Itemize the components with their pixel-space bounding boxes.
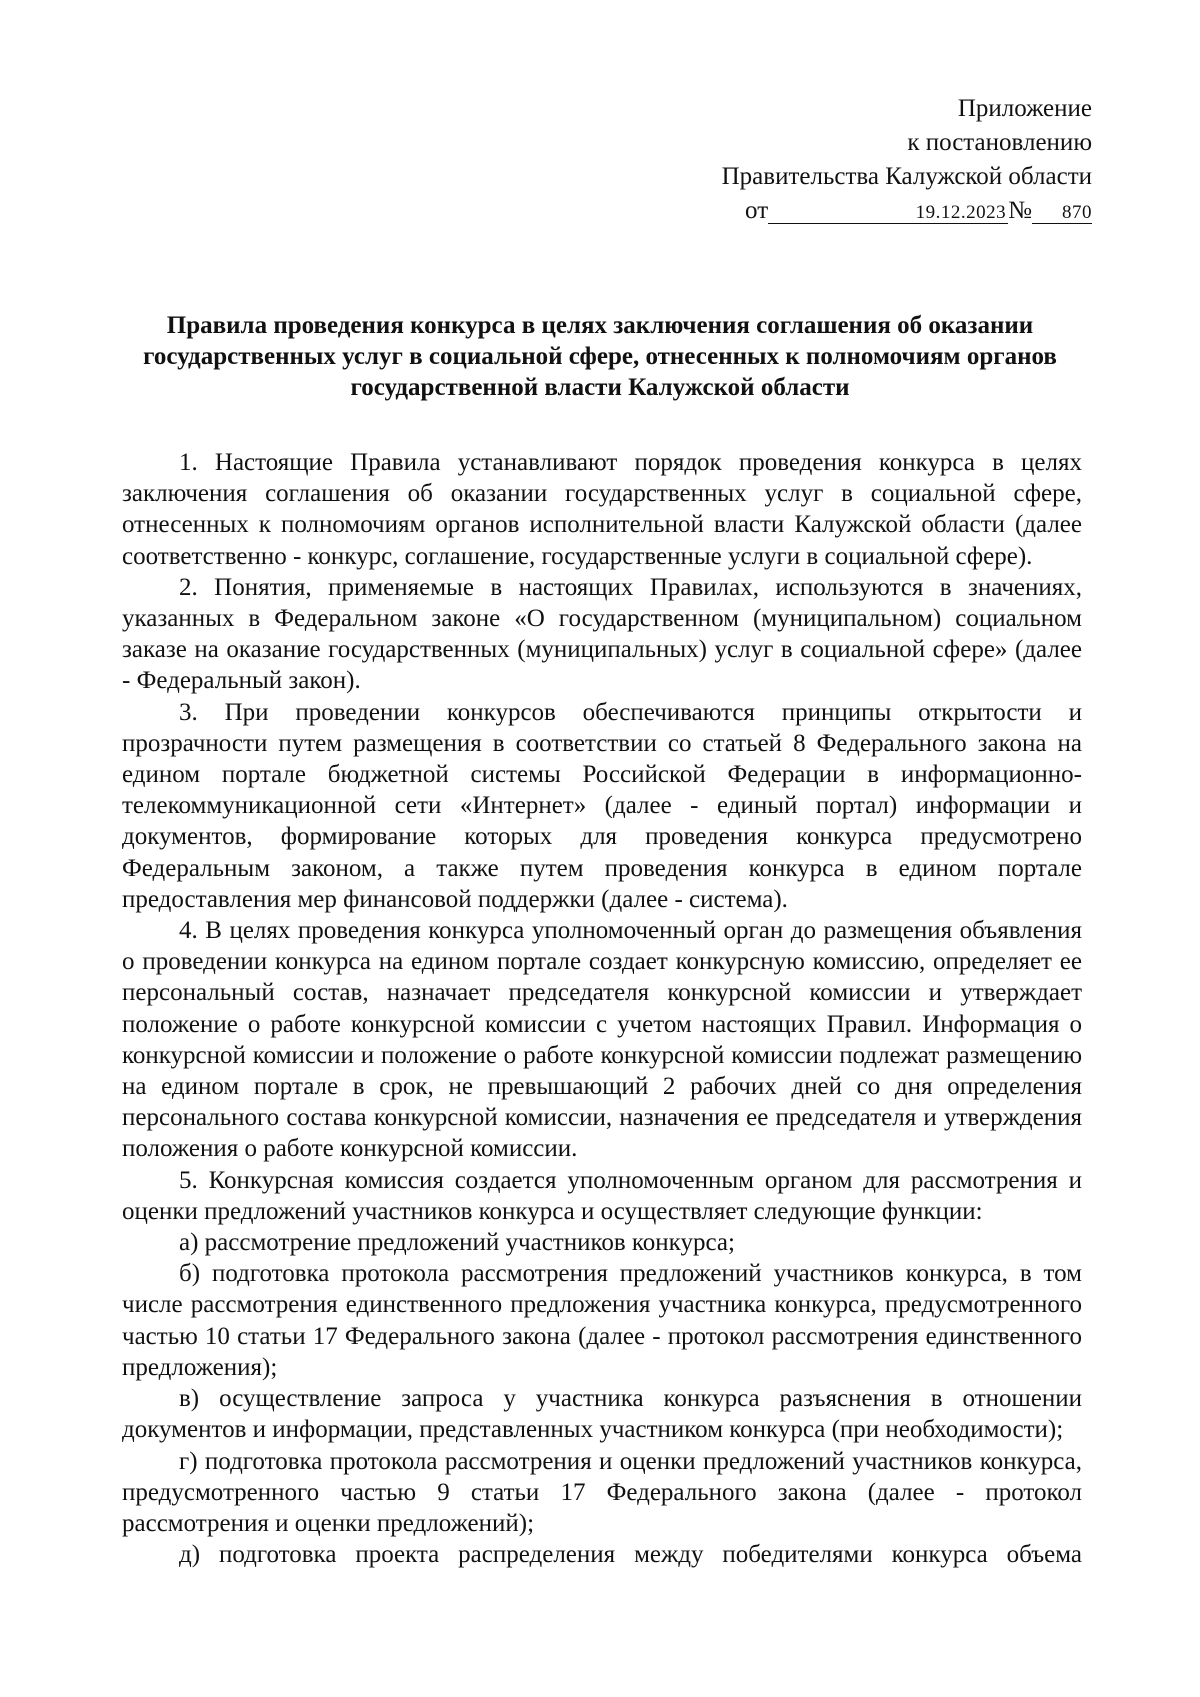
subitem-g: г) подготовка протокола рассмотрения и оценки предложений участников конкурса, предусмотренного частью 9 статьи 17 Федерального закона (далее - протокол рассмотрения и оценки предложений); — [122, 1447, 1082, 1537]
date-from-label: от — [745, 197, 769, 224]
document-title — [120, 310, 1080, 403]
document-body — [122, 447, 1082, 1570]
paragraph-3: 3. При проведении конкурсов обеспечиваются принципы открытости и прозрачности путем размещения в соответствии со статьей 8 Федерального закона на едином портале бюджетной системы Российской Федерации в информационно-телекоммуникационной сети «Интернет» (далее - единый портал) информации и документов, формирование которых для проведения конкурса предусмотрено Федеральным законом, а также путем проведения конкурса в едином портале предоставления мер финансовой поддержки (далее - система). — [122, 698, 1082, 913]
paragraph-1: 1. Настоящие Правила устанавливают порядок проведения конкурса в целях заключения соглашения об оказании государственных услуг в социальной сфере, отнесенных к полномочиям органов исполнительной власти Калужской области (далее соответственно - конкурс, соглашение, государственные услуги в социальной сфере). — [122, 449, 1082, 570]
number-sign: № — [1008, 197, 1032, 224]
subitem-b: б) подготовка протокола рассмотрения предложений участников конкурса, в том числе рассмотрения единственного предложения участника конкурса, предусмотренного частью 10 статьи 17 Федерального закона (далее - протокол рассмотрения единственного предложения); — [122, 1260, 1082, 1381]
appendix-date-line — [722, 194, 1092, 228]
paragraph-2: 2. Понятия, применяемые в настоящих Правилах, используются в значениях, указанных в Федеральном законе «О государственном (муниципальном) социальном заказе на оказание государственных (муниципальных) услуг в социальной сфере» (далее - Федеральный закон). — [122, 573, 1082, 695]
subitem-a: а) рассмотрение предложений участников конкурса; — [179, 1229, 735, 1257]
resolution-date: 19.12.2023 — [768, 203, 1008, 224]
resolution-number: 870 — [1032, 203, 1092, 224]
appendix-heading: Приложение — [957, 95, 1092, 122]
title-line-1: Правила проведения конкурса в целях заключения соглашения об оказании — [166, 312, 1034, 339]
appendix-government-label: Правительства Калужской области — [721, 163, 1092, 190]
appendix-block — [722, 92, 1092, 228]
subitem-d: д) подготовка проекта распределения между победителями конкурса объема — [179, 1541, 1082, 1569]
appendix-resolution-label: к постановлению — [907, 129, 1092, 156]
paragraph-4: 4. В целях проведения конкурса уполномоченный орган до размещения объявления о проведении конкурса на едином портале создает конкурсную комиссию, определяет ее персональный состав, назначает председателя конкурсной комиссии и утверждает положение о работе конкурсной комиссии с учетом настоящих Правил. Информация о конкурсной комиссии и положение о работе конкурсной комиссии подлежат размещению на едином портале в срок, не превышающий 2 рабочих дней со дня определения персонального состава конкурсной комиссии, назначения ее председателя и утверждения положения о работе конкурсной комиссии. — [122, 917, 1082, 1163]
title-line-2: государственных услуг в социальной сфере, отнесенных к полномочиям органов — [143, 343, 1057, 370]
title-line-3: государственной власти Калужской области — [350, 374, 850, 401]
subitem-v: в) осуществление запроса у участника конкурса разъяснения в отношении документов и информации, представленных участником конкурса (при необходимости); — [122, 1385, 1082, 1444]
paragraph-5: 5. Конкурсная комиссия создается уполномоченным органом для рассмотрения и оценки предложений участников конкурса и осуществляет следующие функции: — [122, 1166, 1082, 1225]
